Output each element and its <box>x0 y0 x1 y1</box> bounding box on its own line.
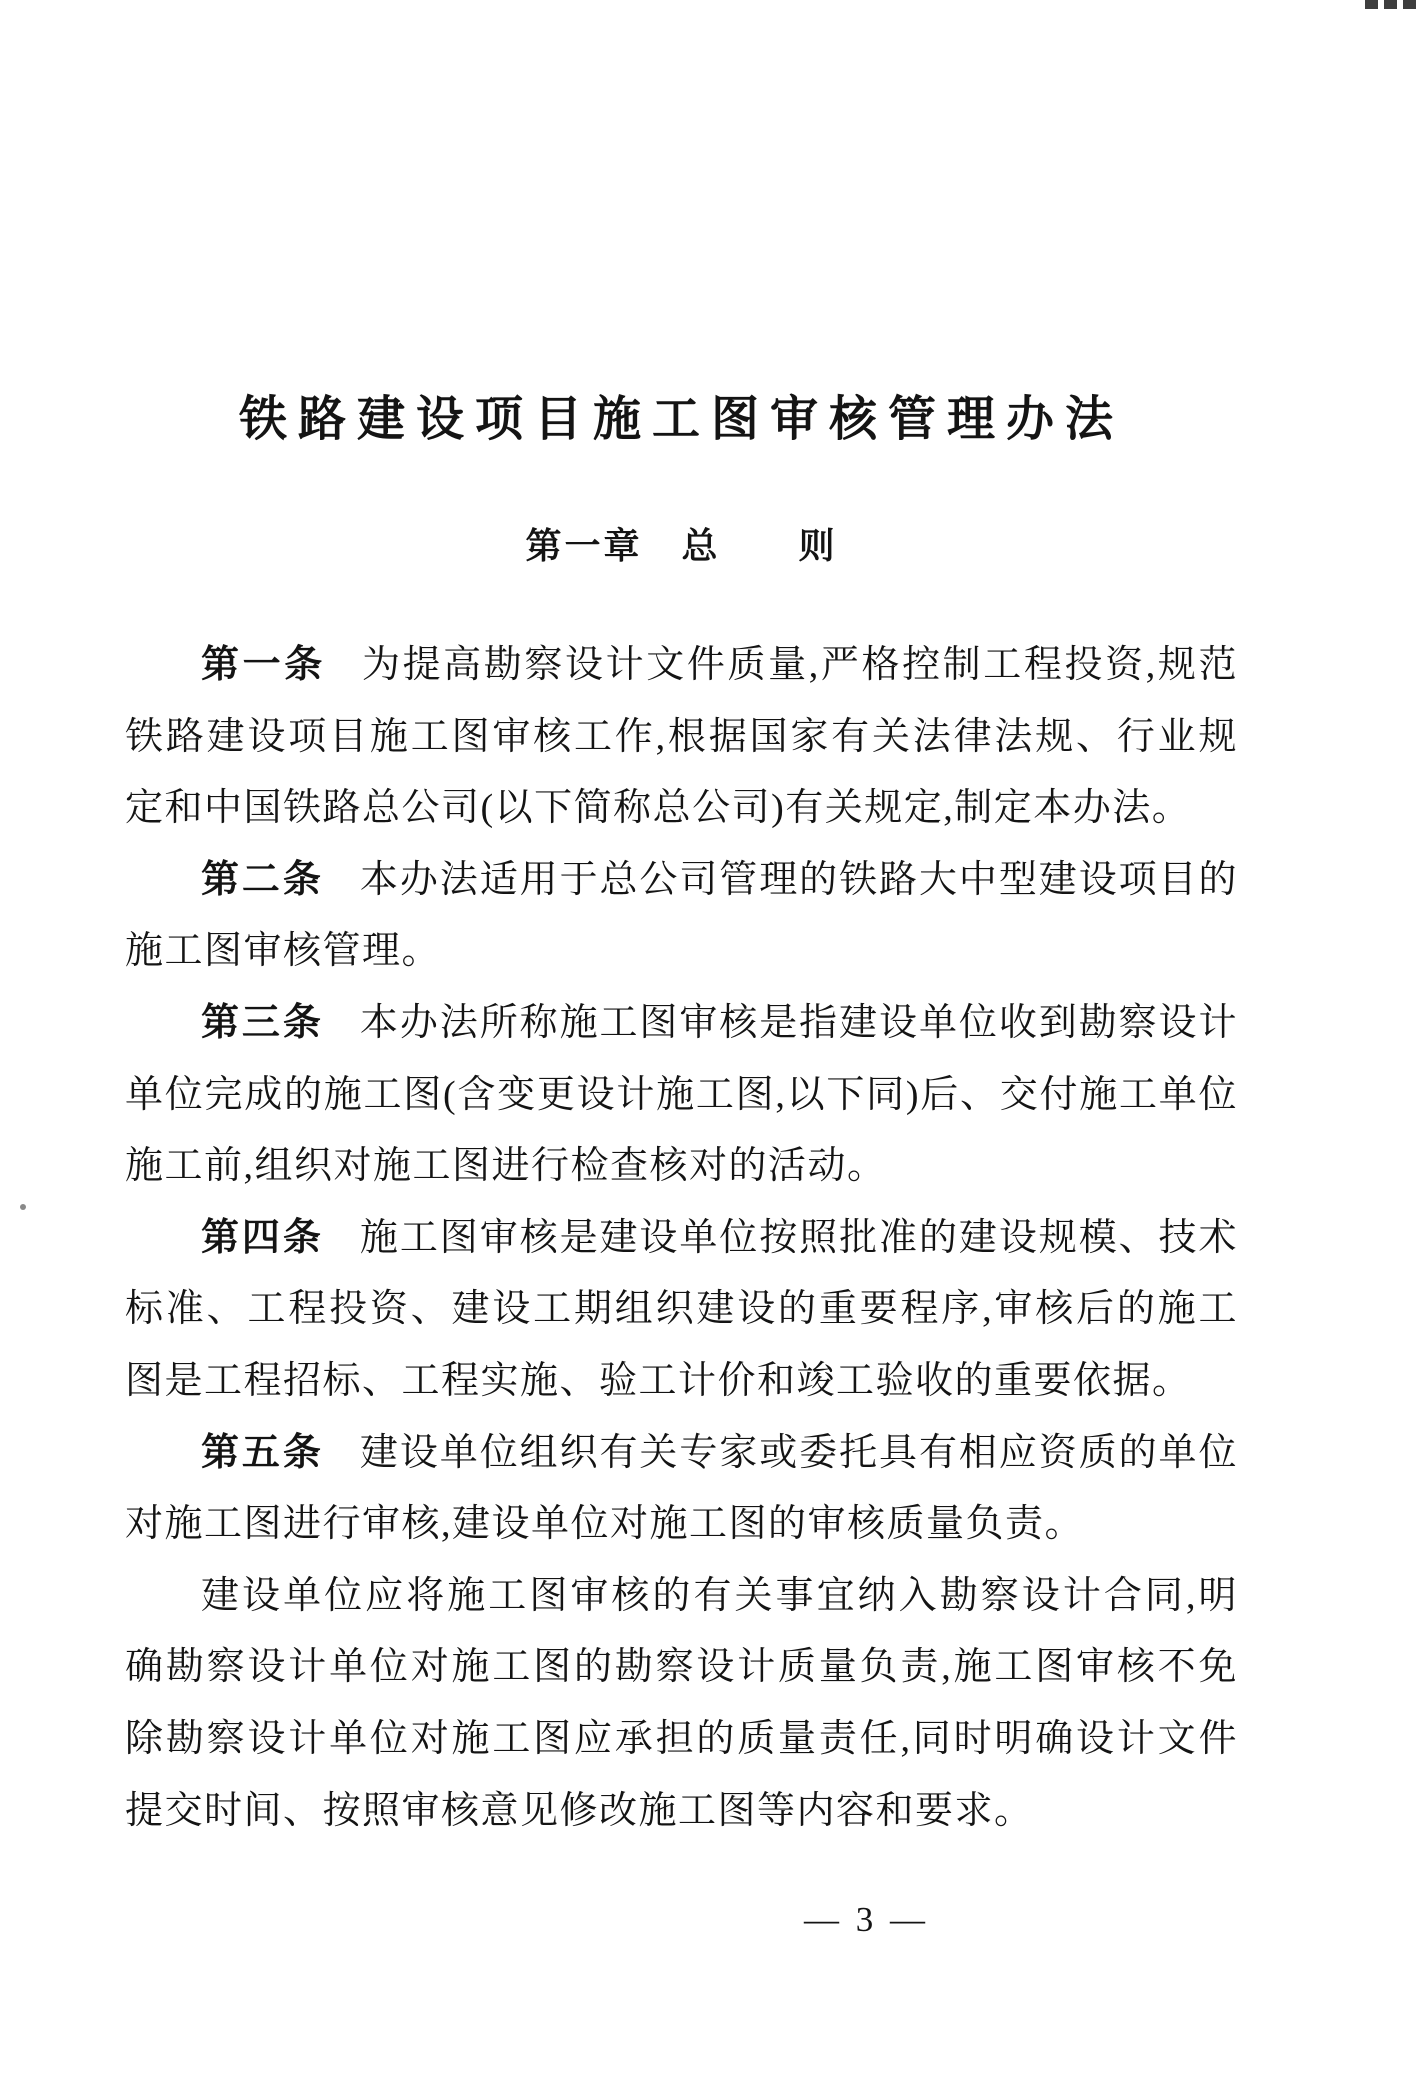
document-content <box>125 0 1238 1847</box>
article-1-text: 为提高勘察设计文件质量,严格控制工程投资,规范铁路建设项目施工图审核工作,根据国家有关法律法规、行业规定和中国铁路总公司(以下简称总公司)有关规定,制定本办法。 <box>125 644 1238 830</box>
article-4-label: 第四条 <box>201 1216 324 1259</box>
article-5-text: 建设单位组织有关专家或委托具有相应资质的单位对施工图进行审核,建设单位对施工图的审核质量负责。 <box>125 1431 1238 1546</box>
scan-artifact <box>1365 0 1421 9</box>
article-paragraph-4 <box>125 1203 1238 1418</box>
page-number: — 3 — <box>804 1900 929 1939</box>
article-2-label: 第二条 <box>201 858 324 901</box>
document-title: 铁路建设项目施工图审核管理办法 <box>238 393 1124 446</box>
article-6-text: 建设单位应将施工图审核的有关事宜纳入勘察设计合同,明确勘察设计单位对施工图的勘察设计质量负责,施工图审核不免除勘察设计单位对施工图应承担的质量责任,同时明确设计文件提交时间、按照审核意见修改施工图等内容和要求。 <box>125 1574 1238 1832</box>
article-paragraph-6 <box>125 1561 1238 1847</box>
article-3-text: 本办法所称施工图审核是指建设单位收到勘察设计单位完成的施工图(含变更设计施工图,以下同)后、交付施工单位施工前,组织对施工图进行检查核对的活动。 <box>125 1001 1238 1188</box>
article-paragraph-1 <box>125 630 1238 845</box>
chapter-heading: 第一章 总 则 <box>525 525 838 566</box>
article-2-text: 本办法适用于总公司管理的铁路大中型建设项目的施工图审核管理。 <box>125 858 1238 973</box>
article-paragraph-2 <box>125 845 1238 988</box>
document-body <box>125 630 1238 1847</box>
article-5-label: 第五条 <box>201 1431 324 1474</box>
article-3-label: 第三条 <box>201 1001 324 1044</box>
article-paragraph-3 <box>125 988 1238 1203</box>
article-1-label: 第一条 <box>201 644 326 686</box>
article-4-text: 施工图审核是建设单位按照批准的建设规模、技术标准、工程投资、建设工期组织建设的重要程序,审核后的施工图是工程招标、工程实施、验工计价和竣工验收的重要依据。 <box>125 1216 1238 1402</box>
article-paragraph-5 <box>125 1418 1238 1561</box>
scan-speck <box>20 1204 26 1210</box>
